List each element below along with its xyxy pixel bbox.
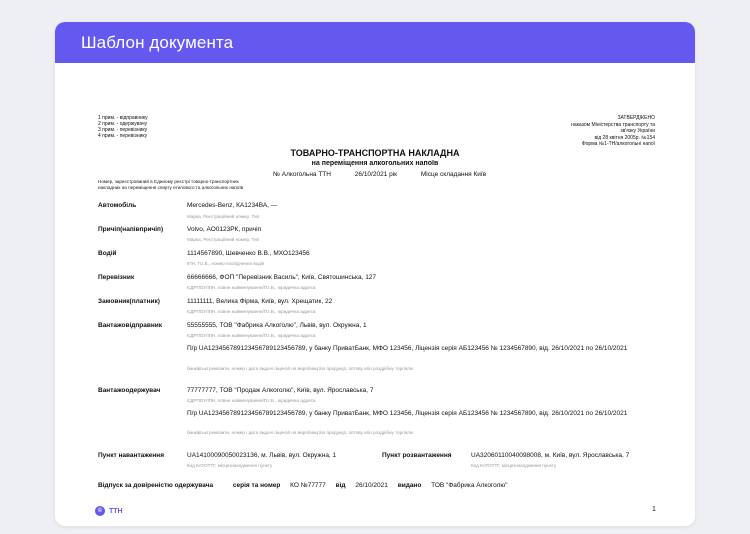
car-label: Автомобіль <box>98 202 137 209</box>
document-number: № Алкогольна ТТН <box>273 171 331 178</box>
consignee-bank-hint: банківські реквізити, номер і дата видачі ліцензії на виробництво продукції, оптову або роздрібну торгівлю <box>187 430 414 435</box>
loading-value: UA14100090050023136, м. Львів, вул. Окружна, 1 <box>187 452 337 459</box>
logo-text: ТТН <box>109 507 123 515</box>
driver-hint: ІПН, П.І.Б., номер посвідчення водія <box>187 261 265 266</box>
carrier-value: 66666666, ФОП "Перевізник Василь", Київ, Святошинська, 127 <box>187 274 377 281</box>
trust-issued-label: видано <box>397 482 422 489</box>
document-place: Місце складання Київ <box>420 171 487 178</box>
consignee-label: Вантажоодержувач <box>98 387 161 394</box>
trust-date: 26/10/2021 <box>355 482 388 489</box>
unloading-label: Пункт розвантаження <box>382 452 452 459</box>
page-header <box>55 22 695 63</box>
registry-note: Номер, зареєстрований в Єдиному реєстрі товарно-транспортних накладних на переміщення спирту етилового та алкогольних напоїв <box>98 179 244 190</box>
shipper-hint: ЄДРПОУ/ІПН, повне найменування/П.І.Б., юридична адреса <box>187 333 316 338</box>
page-number: 1 <box>652 506 656 513</box>
approval-note: ЗАТВЕРДЖЕНО наказом Міністерства транспорту та зв'язку України від 28 квітня 2005р. №154 Форма №1-ТН/алкогольні напої <box>571 115 655 147</box>
document-card <box>55 22 695 526</box>
trailer-hint: Марка, Реєстраційний номер, Тип <box>187 237 260 242</box>
shipper-value: 55555555, ТОВ "Фабрика Алкоголю", Львів, вул. Окружна, 1 <box>187 322 367 329</box>
trust-from-label: від <box>335 482 346 489</box>
document-title: ТОВАРНО-ТРАНСПОРТНА НАКЛАДНА <box>290 148 460 158</box>
unloading-value: UA32060110040098008, м. Київ, вул. Ярославська, 7 <box>471 452 630 459</box>
consignee-hint: ЄДРПОУ/ІПН, повне найменування/П.І.Б., юридична адреса <box>187 398 316 403</box>
logo-icon: © <box>95 506 105 516</box>
driver-value: 1114567890, Шевченко В.В., МХО123456 <box>187 250 310 257</box>
document-meta <box>273 171 486 178</box>
trust-label: Відпуск за довіреністю одержувача <box>98 482 214 489</box>
trailer-label: Причіп(напівпричіп) <box>98 226 164 233</box>
ttn-logo <box>95 506 123 516</box>
carrier-hint: ЄДРПОУ/ІПН, повне найменування/П.І.Б., юридична адреса <box>187 285 316 290</box>
shipper-bank: П/р UA123456789123456789123456789, у банку ПриватБанк, МФО 123456, Ліцензія серія АБ123456 № 1234567890, від. 26/10/2021 по 26/10/2021 <box>187 345 628 352</box>
page-title: Шаблон документа <box>81 33 234 52</box>
trailer-value: Volvo, АО0123РК, причіп <box>187 226 262 233</box>
unloading-hint: Код КАТОТТГ, місцезнаходження пункту <box>471 463 557 468</box>
customer-value: 11111111, Велика Фірма, Київ, вул. Хрещатик, 22 <box>187 298 333 305</box>
driver-label: Водій <box>98 250 117 257</box>
shipper-label: Вантажовідправник <box>98 322 163 329</box>
copies-list: 1 прим. - відправнику 2 прим. - одержувачу 3 прим. - перевізнику 4 прим. - перевізнику <box>98 115 148 139</box>
shipper-bank-hint: банківські реквізити, номер і дата видачі ліцензії на виробництво продукції, оптову або роздрібну торгівлю <box>187 366 414 371</box>
customer-hint: ЄДРПОУ/ІПН, повне найменування/П.І.Б., юридична адреса <box>187 309 316 314</box>
document-subtitle: на переміщення алкогольних напоїв <box>311 160 439 167</box>
trust-series-label: серія та номер <box>232 482 281 489</box>
trust-line <box>98 482 508 489</box>
car-value: Mercedes-Benz, КА1234ВА, — <box>187 202 278 209</box>
carrier-label: Перевізник <box>98 274 135 281</box>
document-page <box>55 63 695 526</box>
customer-label: Замовник(платник) <box>98 298 160 305</box>
loading-label: Пункт навантаження <box>98 452 165 459</box>
car-hint: Марка, Реєстраційний номер, Тип <box>187 214 260 219</box>
trust-series: КО №77777 <box>290 482 326 489</box>
document-date: 26/10/2021 рік <box>354 171 398 178</box>
consignee-bank: П/р UA123456789123456789123456789, у банку ПриватБанк, МФО 123456, Ліцензія серія АБ123456 № 1234567890, від. 26/10/2021 по 26/10/2021 <box>187 410 628 417</box>
loading-hint: Код КАТОТТГ, місцезнаходження пункту <box>187 463 273 468</box>
trust-issuer: ТОВ "Фабрика Алкоголю" <box>431 482 508 489</box>
consignee-value: 77777777, ТОВ "Продаж Алкоголю", Київ, вул. Ярославська, 7 <box>187 387 374 394</box>
